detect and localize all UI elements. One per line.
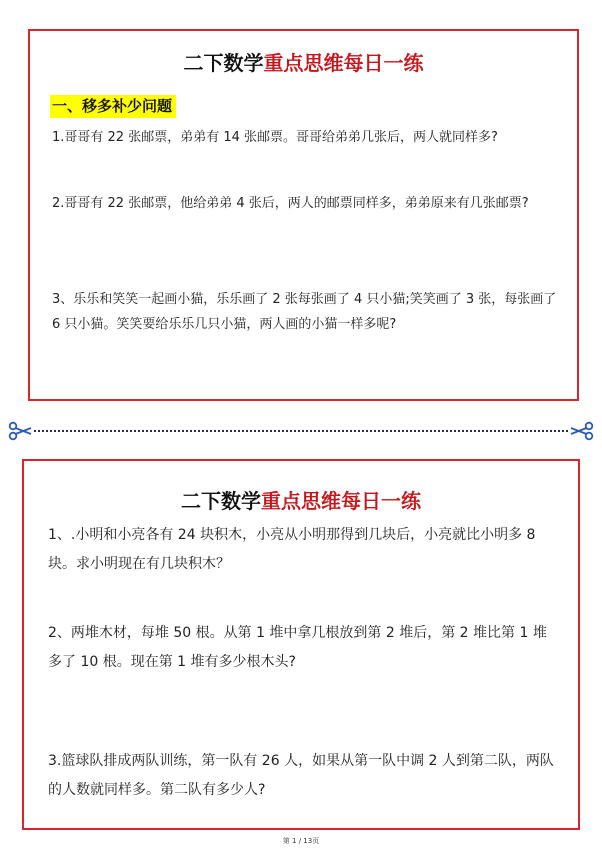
card-2-title <box>24 485 578 514</box>
card-2-question-3: 3.篮球队排成两队训练，第一队有 26 人，如果从第一队中调 2 人到第二队，两队的人数就同样多。第二队有多少人? <box>48 753 554 798</box>
card-1-question-3: 3、乐乐和笑笑一起画小猫，乐乐画了 2 张每张画了 4 只小猫;笑笑画了 3 张，每张画了 6 只小猫。笑笑要给乐乐几只小猫，两人画的小猫一样多呢? <box>52 292 557 332</box>
exercise-card-2 <box>22 459 580 830</box>
card-1-title-red: 重点思维每日一练 <box>263 51 424 75</box>
card-2-question-2: 2、两堆木材，每堆 50 根。从第 1 堆中拿几根放到第 2 堆后，第 2 堆比第 1 堆多了 10 根。现在第 1 堆有多少根木头? <box>48 625 547 670</box>
card-2-title-red: 重点思维每日一练 <box>261 489 421 513</box>
card-1-title-black: 二下数学 <box>183 51 264 75</box>
card-2-question-1: 1、.小明和小亮各有 24 块积木，小亮从小明那得到几块后，小亮就比小明多 8 块。求小明现在有几块积木？ <box>48 527 536 572</box>
scissors-icon <box>8 421 32 441</box>
card-1-title <box>30 47 577 76</box>
card-2-title-black: 二下数学 <box>181 489 261 513</box>
section-heading: 一、移多补少问题 <box>50 95 176 118</box>
dotted-divider <box>34 430 568 432</box>
page-number: 第 1 / 13页 <box>282 837 320 845</box>
cut-line <box>8 421 594 441</box>
scissors-icon <box>570 421 594 441</box>
card-1-question-1: 1.哥哥有 22 张邮票，弟弟有 14 张邮票。哥哥给弟弟几张后，两人就同样多? <box>52 130 498 145</box>
card-1-question-2: 2.哥哥有 22 张邮票，他给弟弟 4 张后，两人的邮票同样多，弟弟原来有几张邮票? <box>52 196 529 211</box>
exercise-card-1 <box>28 29 579 401</box>
